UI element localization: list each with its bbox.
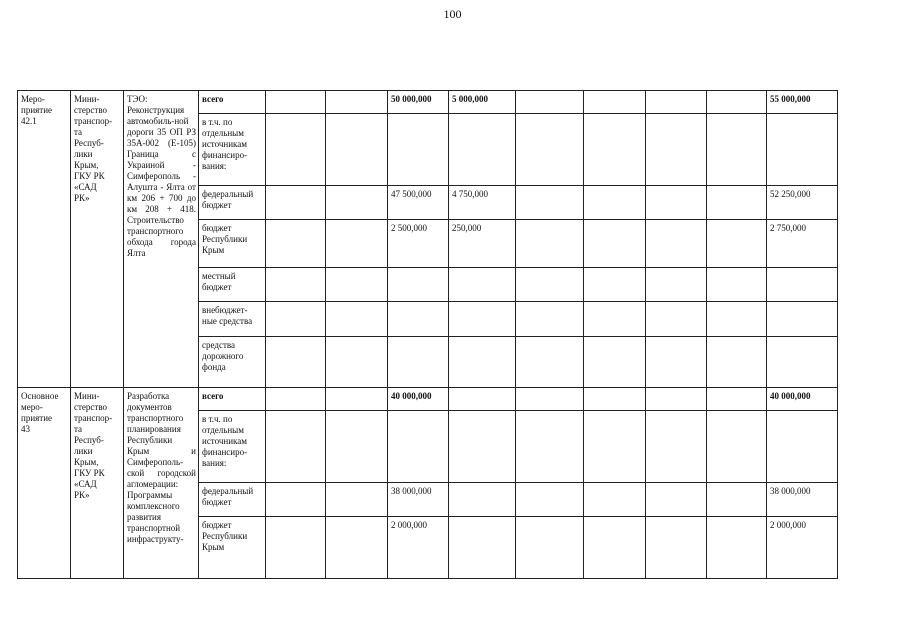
empty-cell xyxy=(388,268,449,302)
empty-cell xyxy=(516,388,584,411)
empty-cell xyxy=(266,91,326,114)
empty-cell xyxy=(326,302,388,337)
total-cell: 38 000,000 xyxy=(767,483,838,517)
empty-cell xyxy=(707,388,767,411)
empty-cell xyxy=(449,268,516,302)
source-name: бюджет Республики Крым xyxy=(199,220,266,268)
measure-label: Основное меро- приятие 43 xyxy=(18,388,71,579)
amount-cell: 250,000 xyxy=(449,220,516,268)
source-name: в т.ч. по отдельным источникам финансиро- вания: xyxy=(199,411,266,483)
source-name: внебюджет- ные средства xyxy=(199,302,266,337)
source-name: всего xyxy=(199,388,266,411)
empty-cell xyxy=(326,114,388,186)
empty-cell xyxy=(449,337,516,388)
empty-cell xyxy=(646,517,707,579)
empty-cell xyxy=(388,411,449,483)
empty-cell xyxy=(449,302,516,337)
total-cell: 2 750,000 xyxy=(767,220,838,268)
empty-cell xyxy=(767,268,838,302)
empty-cell xyxy=(584,268,646,302)
empty-cell xyxy=(767,302,838,337)
table-row xyxy=(18,91,838,114)
empty-cell xyxy=(326,220,388,268)
empty-cell xyxy=(707,411,767,483)
empty-cell xyxy=(326,186,388,220)
empty-cell xyxy=(516,268,584,302)
empty-cell xyxy=(646,220,707,268)
empty-cell xyxy=(266,483,326,517)
empty-cell xyxy=(646,388,707,411)
empty-cell xyxy=(707,337,767,388)
amount-cell: 38 000,000 xyxy=(388,483,449,517)
executor-cell: Мини- стерство транспор- та Респуб- лики Крым, ГКУ РК «САД РК» xyxy=(71,91,124,388)
amount-cell: 47 500,000 xyxy=(388,186,449,220)
amount-cell: 5 000,000 xyxy=(449,91,516,114)
page-number: 100 xyxy=(443,7,462,21)
empty-cell xyxy=(584,220,646,268)
empty-cell xyxy=(584,337,646,388)
empty-cell xyxy=(584,483,646,517)
empty-cell xyxy=(388,337,449,388)
empty-cell xyxy=(516,483,584,517)
empty-cell xyxy=(584,411,646,483)
empty-cell xyxy=(584,91,646,114)
empty-cell xyxy=(767,411,838,483)
empty-cell xyxy=(388,114,449,186)
empty-cell xyxy=(646,483,707,517)
measure-description: ТЭО: Реконструкция автомобиль-ной дороги 35 ОП РЗ 35А-002 (Е-105) Граница с Украиной - Симферополь - Алушта - Ялта от км 206 + 700 до км 208 + 418. Строительство транспортного обхода города Ялта xyxy=(124,91,199,388)
empty-cell xyxy=(767,114,838,186)
empty-cell xyxy=(449,388,516,411)
empty-cell xyxy=(707,186,767,220)
amount-cell: 40 000,000 xyxy=(388,388,449,411)
source-name: федеральный бюджет xyxy=(199,186,266,220)
empty-cell xyxy=(707,302,767,337)
empty-cell xyxy=(326,388,388,411)
empty-cell xyxy=(516,411,584,483)
empty-cell xyxy=(516,91,584,114)
total-cell: 40 000,000 xyxy=(767,388,838,411)
empty-cell xyxy=(326,411,388,483)
total-cell: 52 250,000 xyxy=(767,186,838,220)
source-name: всего xyxy=(199,91,266,114)
source-name: местный бюджет xyxy=(199,268,266,302)
source-name: федеральный бюджет xyxy=(199,483,266,517)
empty-cell xyxy=(584,114,646,186)
empty-cell xyxy=(646,268,707,302)
financing-table xyxy=(17,90,838,579)
empty-cell xyxy=(584,388,646,411)
empty-cell xyxy=(388,302,449,337)
empty-cell xyxy=(646,411,707,483)
total-cell: 55 000,000 xyxy=(767,91,838,114)
table-row xyxy=(18,388,838,411)
empty-cell xyxy=(326,337,388,388)
empty-cell xyxy=(516,186,584,220)
empty-cell xyxy=(266,388,326,411)
empty-cell xyxy=(584,517,646,579)
measure-description: Разработка документов транспортного планирования Республики Крым и Симферополь-ской городской агломерации: Программы комплексного развития транспортной инфраструкту- xyxy=(124,388,199,579)
empty-cell xyxy=(449,114,516,186)
empty-cell xyxy=(707,517,767,579)
empty-cell xyxy=(646,186,707,220)
empty-cell xyxy=(767,337,838,388)
source-name: в т.ч. по отдельным источникам финансиро- вания: xyxy=(199,114,266,186)
empty-cell xyxy=(646,91,707,114)
empty-cell xyxy=(646,114,707,186)
empty-cell xyxy=(326,517,388,579)
source-name: бюджет Республики Крым xyxy=(199,517,266,579)
amount-cell: 2 000,000 xyxy=(388,517,449,579)
empty-cell xyxy=(266,302,326,337)
empty-cell xyxy=(516,302,584,337)
empty-cell xyxy=(326,268,388,302)
executor-cell: Мини- стерство транспор- та Респуб- лики Крым, ГКУ РК «САД РК» xyxy=(71,388,124,579)
empty-cell xyxy=(266,337,326,388)
amount-cell: 2 500,000 xyxy=(388,220,449,268)
empty-cell xyxy=(516,517,584,579)
empty-cell xyxy=(516,220,584,268)
total-cell: 2 000,000 xyxy=(767,517,838,579)
empty-cell xyxy=(266,517,326,579)
empty-cell xyxy=(516,337,584,388)
empty-cell xyxy=(266,186,326,220)
empty-cell xyxy=(707,268,767,302)
empty-cell xyxy=(266,220,326,268)
empty-cell xyxy=(646,337,707,388)
empty-cell xyxy=(707,114,767,186)
empty-cell xyxy=(584,302,646,337)
empty-cell xyxy=(266,114,326,186)
empty-cell xyxy=(707,220,767,268)
empty-cell xyxy=(516,114,584,186)
empty-cell xyxy=(584,186,646,220)
empty-cell xyxy=(707,91,767,114)
empty-cell xyxy=(707,483,767,517)
empty-cell xyxy=(646,302,707,337)
empty-cell xyxy=(326,483,388,517)
empty-cell xyxy=(449,517,516,579)
amount-cell: 50 000,000 xyxy=(388,91,449,114)
source-name: средства дорожного фонда xyxy=(199,337,266,388)
empty-cell xyxy=(326,91,388,114)
empty-cell xyxy=(449,411,516,483)
empty-cell xyxy=(449,483,516,517)
empty-cell xyxy=(266,411,326,483)
empty-cell xyxy=(266,268,326,302)
amount-cell: 4 750,000 xyxy=(449,186,516,220)
measure-label: Меро- приятие 42.1 xyxy=(18,91,71,388)
